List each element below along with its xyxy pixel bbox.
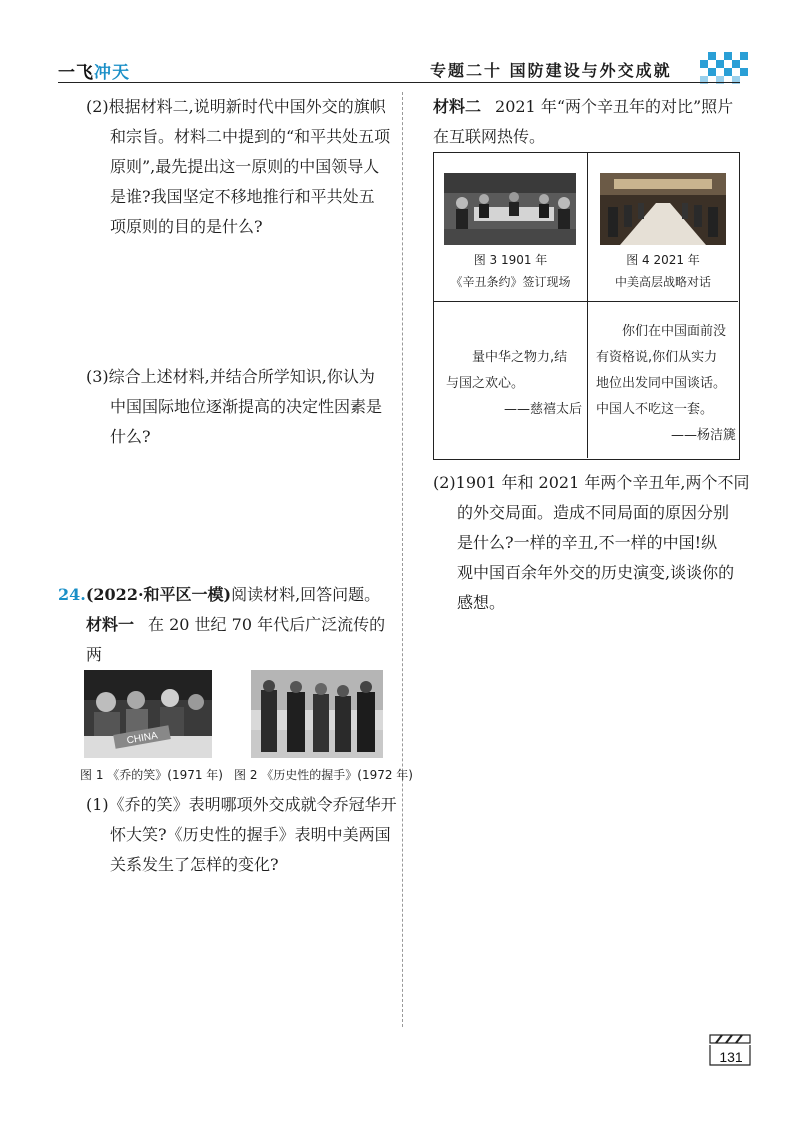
figure-4-caption: 图 4 2021 年	[626, 253, 700, 267]
material-2-label: 材料二	[433, 97, 482, 116]
q2r-line: 的外交局面。造成不同局面的原因分别	[457, 503, 730, 522]
brand-logo	[58, 58, 130, 83]
material-2	[433, 92, 743, 152]
question-2-right	[433, 468, 750, 618]
question-prompt: 阅读材料,回答问题。	[231, 585, 381, 604]
q1-line: (1)《乔的笑》表明哪项外交成就令乔冠华开	[86, 795, 397, 814]
figure-3-caption: 《辛丑条约》签订现场	[450, 275, 571, 289]
photo-1901-signing	[444, 173, 576, 245]
q2-line: 项原则的目的是什么?	[110, 217, 263, 236]
quote-yang	[596, 319, 736, 449]
q2r-line: 是什么?一样的辛丑,不一样的中国!纵	[457, 533, 718, 552]
q3-line: (3)综合上述材料,并结合所学知识,你认为	[86, 367, 375, 386]
page-number: 131	[719, 1049, 743, 1065]
figure-1-caption: 图 1 《乔的笑》(1971 年)	[80, 768, 223, 782]
quote-line: 地位出发同中国谈话。	[596, 376, 727, 391]
comparison-table	[433, 152, 740, 460]
figure-4-caption: 中美高层战略对话	[614, 275, 711, 289]
q2r-line: 观中国百余年外交的历史演变,谈谈你的	[457, 563, 735, 582]
material-1-text: 在 20 世纪 70 年代后广泛流传的两	[86, 615, 386, 664]
figure-3-caption: 图 3 1901 年	[473, 253, 548, 267]
china-sign: CHINA	[125, 730, 159, 747]
q2-line: 是谁?我国坚定不移地推行和平共处五	[110, 187, 375, 206]
brand-part1: 一飞	[58, 63, 94, 83]
photo-2021-dialogue	[600, 173, 726, 245]
question-number: 24.	[58, 585, 86, 604]
quote-line: 有资格说,你们从实力	[596, 350, 718, 365]
quote-author: ——杨洁篪	[670, 428, 736, 443]
page-number-badge	[706, 1033, 754, 1069]
quote-line: 量中华之物力,结	[472, 350, 568, 365]
question-2-left	[86, 92, 396, 242]
q2r-line: 感想。	[457, 593, 506, 612]
question-3	[86, 362, 396, 452]
material-2-text: 2021 年“两个辛丑年的对比”照片	[495, 97, 734, 116]
q2r-line: (2)1901 年和 2021 年两个辛丑年,两个不同	[433, 473, 750, 492]
header-rule	[58, 82, 740, 83]
question-1	[86, 790, 401, 880]
q1-line: 关系发生了怎样的变化?	[110, 855, 279, 874]
material-2-text: 在互联网热传。	[433, 127, 546, 146]
photo-historic-handshake	[251, 670, 383, 758]
brand-part2: 冲天	[94, 63, 130, 83]
figure-2-caption: 图 2 《历史性的握手》(1972 年)	[234, 768, 413, 782]
quote-line: 与国之欢心。	[446, 376, 525, 391]
question-24	[58, 580, 398, 610]
material-1-label: 材料一	[86, 615, 135, 634]
table-divider-v	[587, 153, 588, 458]
table-divider-h	[434, 301, 738, 302]
quote-author: ——慈禧太后	[503, 402, 582, 417]
quote-cixi	[446, 345, 582, 423]
quote-line: 你们在中国面前没	[622, 324, 727, 339]
q2-line: 和宗旨。材料二中提到的“和平共处五项	[110, 127, 391, 146]
quote-line: 中国人不吃这一套。	[596, 402, 714, 417]
q2-line: (2)根据材料二,说明新时代中国外交的旗帜	[86, 97, 386, 116]
q3-line: 中国国际地位逐渐提高的决定性因素是	[110, 397, 383, 416]
q1-line: 怀大笑?《历史性的握手》表明中美两国	[110, 825, 391, 844]
question-source: (2022·和平区一模)	[85, 585, 232, 604]
photo-qiao-laugh	[84, 670, 212, 758]
checker-decoration-icon	[698, 50, 748, 84]
chapter-title: 专题二十 国防建设与外交成就	[430, 61, 672, 80]
q2-line: 原则”,最先提出这一原则的中国领导人	[110, 157, 380, 176]
column-divider	[402, 92, 403, 1027]
q3-line: 什么?	[110, 427, 151, 446]
